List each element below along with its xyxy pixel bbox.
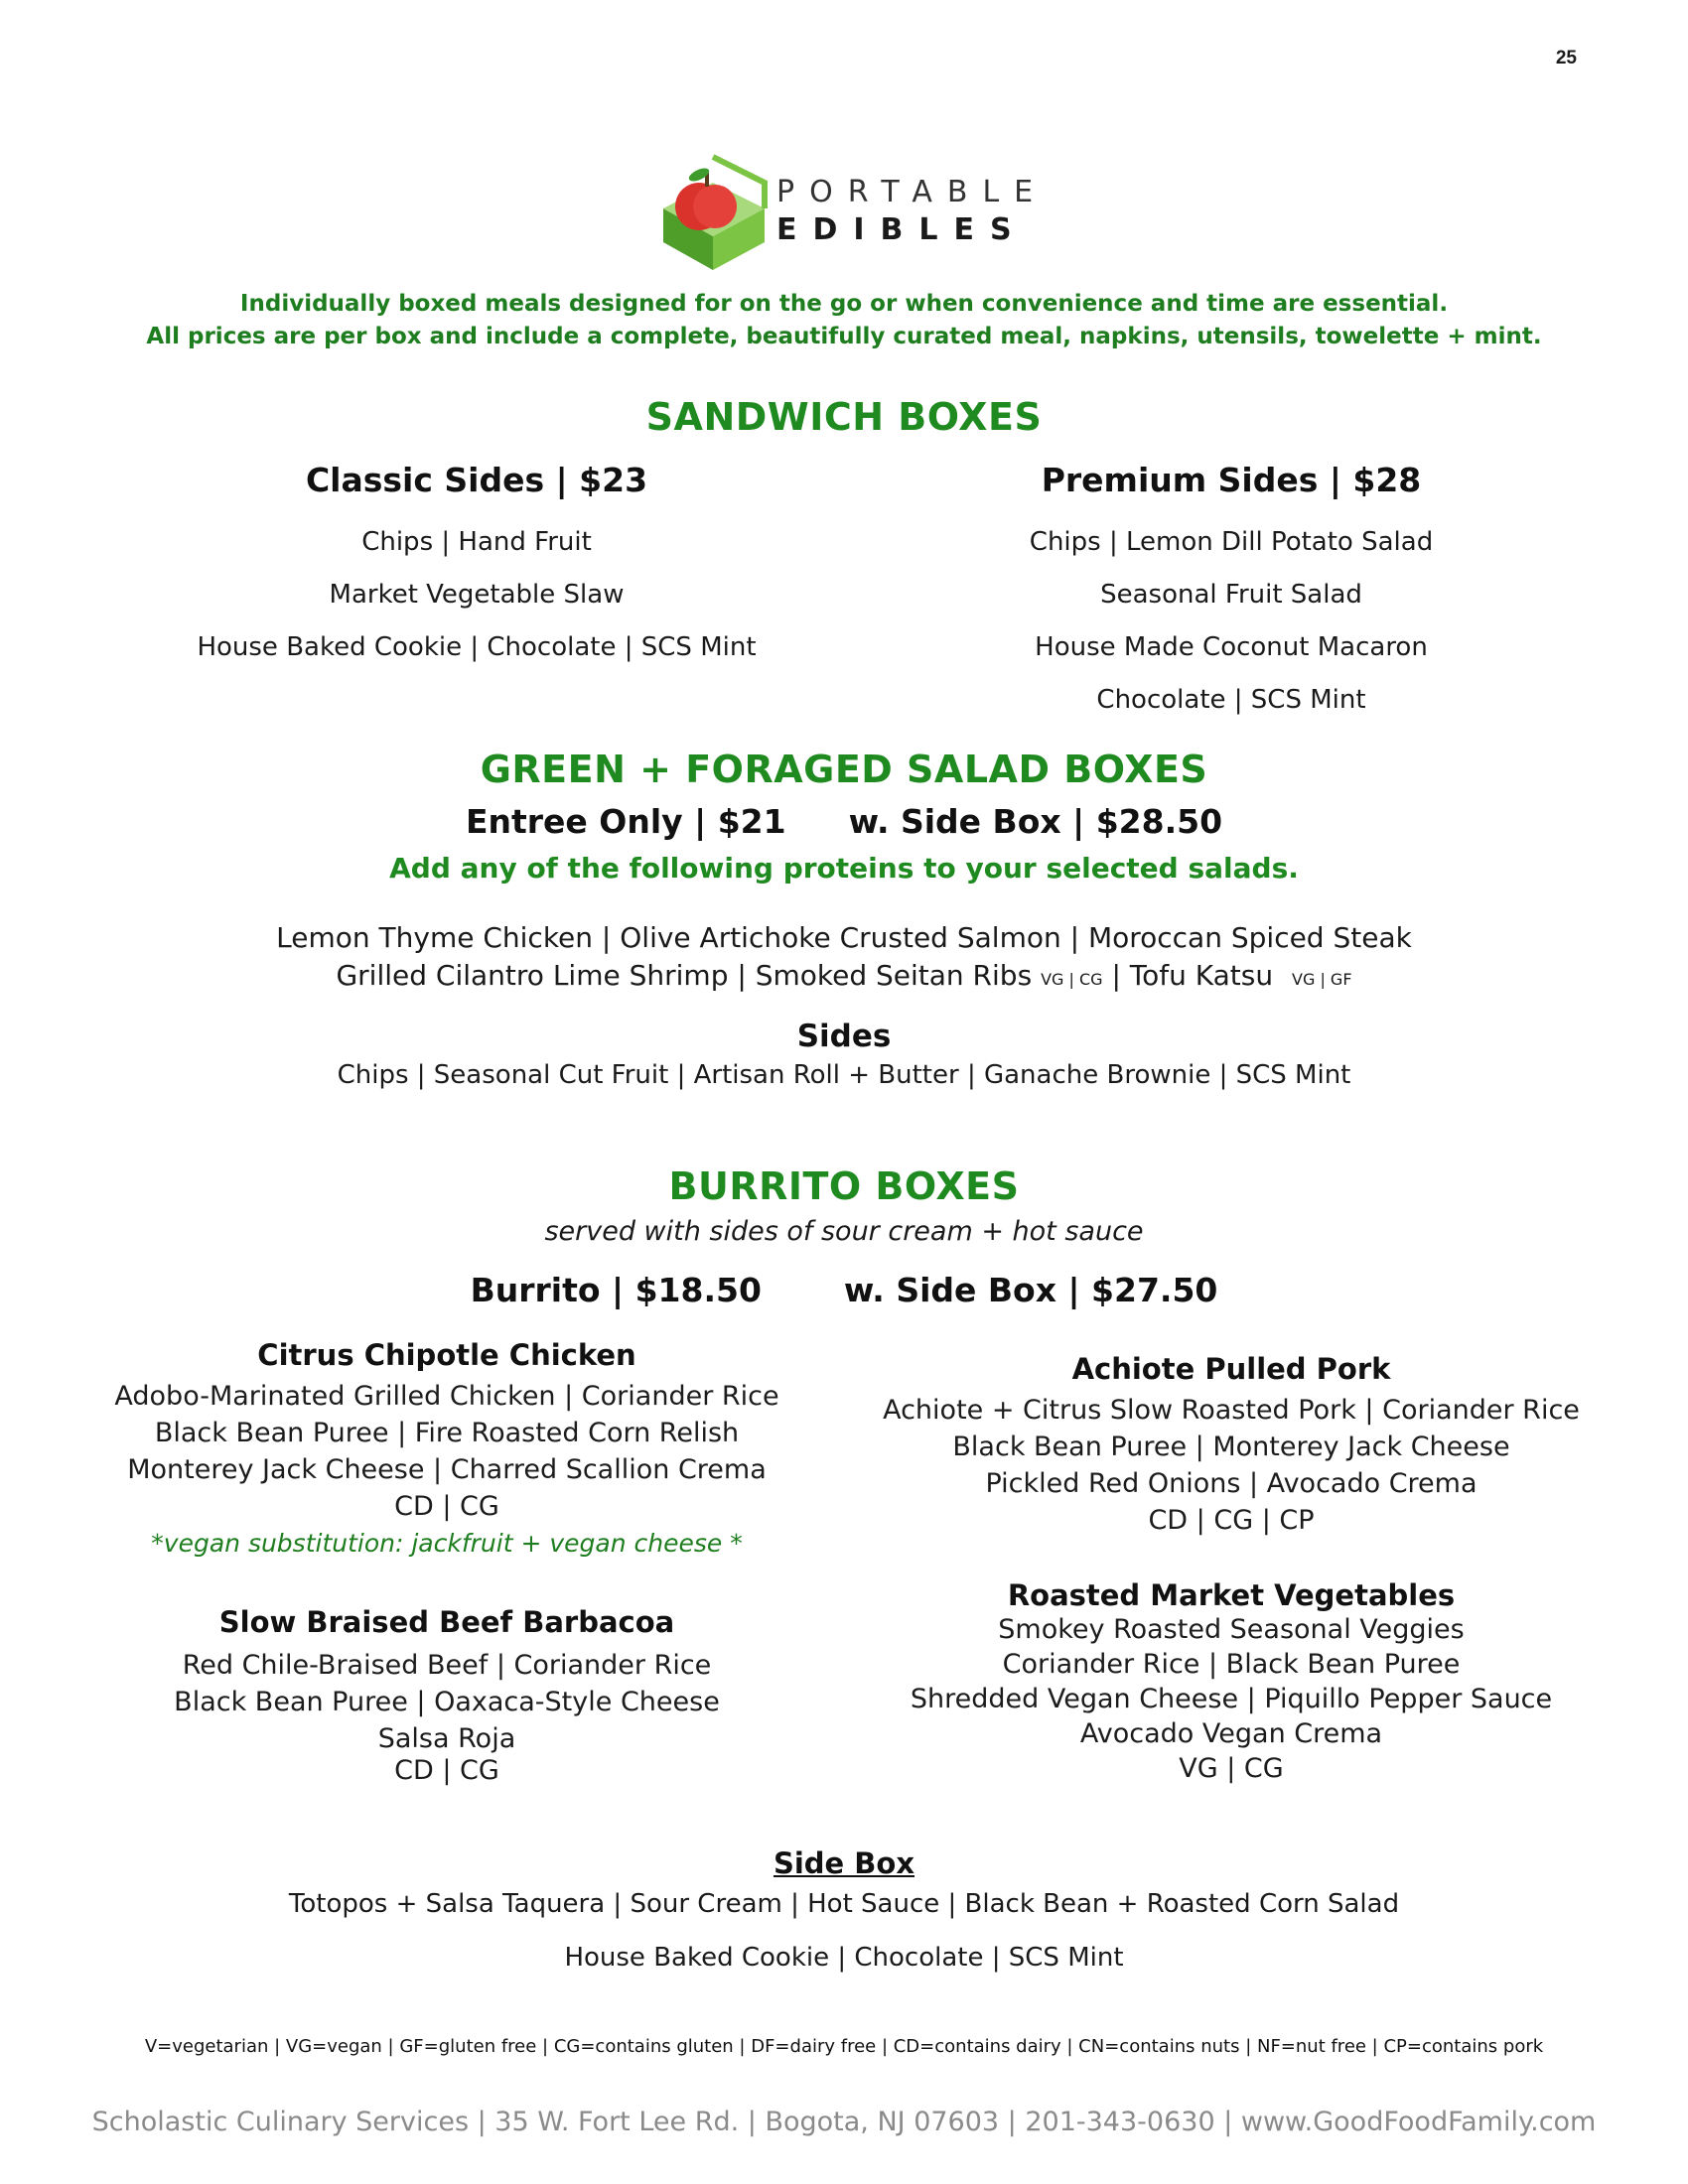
salad-side-price: w. Side Box | $28.50 (848, 802, 1223, 841)
vegan-note: *vegan substitution: jackfruit + vegan cheese * (151, 1529, 743, 1558)
dish-tags: CD | CG (394, 1755, 499, 1786)
intro-line2: All prices are per box and include a complete, beautifully curated meal, napkins, utensils, towelette + mint. (146, 324, 1542, 349)
side-box-line2: House Baked Cookie | Chocolate | SCS Mint (564, 1943, 1124, 1973)
dish-line: VG | CG (1179, 1753, 1284, 1784)
dish-title: Slow Braised Beef Barbacoa (218, 1605, 675, 1639)
classic-item: Market Vegetable Slaw (329, 580, 625, 610)
salad-entree-price: Entree Only | $21 (465, 802, 786, 841)
dish-line: Adobo-Marinated Grilled Chicken | Coriander Rice (114, 1381, 779, 1412)
citrus-chicken-block (89, 1338, 804, 1558)
brand-line1: PORTABLE (776, 175, 1049, 209)
dish-line: Achiote + Citrus Slow Roasted Pork | Coriander Rice (883, 1395, 1580, 1426)
salad-title: GREEN + FORAGED SALAD BOXES (480, 748, 1208, 791)
salad-sides-items: Chips | Seasonal Cut Fruit | Artisan Roll + Butter | Ganache Brownie | SCS Mint (337, 1060, 1351, 1090)
dish-line: CD | CG (394, 1491, 499, 1522)
premium-item: Chocolate | SCS Mint (1096, 685, 1366, 715)
intro-line1: Individually boxed meals designed for on the go or when convenience and time are essential. (239, 291, 1449, 317)
dish-line: Coriander Rice | Black Bean Puree (1002, 1649, 1461, 1680)
dish-line: Smokey Roasted Seasonal Veggies (998, 1614, 1465, 1645)
dish-line: Pickled Red Onions | Avocado Crema (985, 1468, 1477, 1499)
side-box-heading: Side Box (773, 1846, 915, 1880)
burrito-title: BURRITO BOXES (668, 1164, 1020, 1208)
salad-prices (0, 802, 1688, 841)
burrito-prices (0, 1271, 1688, 1309)
dietary-legend: V=vegetarian | VG=vegan | GF=gluten free | CG=contains gluten | DF=dairy free | CD=contains dairy | CN=contains nuts | NF=nut free | CP=contains pork (144, 2036, 1544, 2057)
premium-heading: Premium Sides | $28 (1041, 461, 1422, 499)
sandwich-title: SANDWICH BOXES (645, 395, 1043, 439)
salad-proteins-line2 (0, 959, 1688, 992)
dish-line: Black Bean Puree | Oaxaca-Style Cheese (174, 1687, 720, 1717)
classic-item: Chips | Hand Fruit (361, 527, 592, 557)
protein-tag: VG | CG (1041, 970, 1103, 989)
dish-title: Roasted Market Vegetables (1007, 1578, 1456, 1612)
salad-note: Add any of the following proteins to your selected salads. (389, 852, 1299, 885)
apple-box-icon (655, 149, 773, 273)
classic-item: House Baked Cookie | Chocolate | SCS Mint (197, 632, 757, 662)
pork-block (874, 1352, 1589, 1539)
premium-sides-column (933, 461, 1529, 715)
dish-line: Black Bean Puree | Fire Roasted Corn Relish (154, 1418, 740, 1448)
portable-edibles-logo (655, 149, 1049, 273)
dish-line: Shredded Vegan Cheese | Piquillo Pepper Sauce (910, 1684, 1553, 1714)
salad-sides-heading: Sides (796, 1019, 892, 1054)
burrito-price: Burrito | $18.50 (470, 1271, 762, 1309)
burrito-side-price: w. Side Box | $27.50 (843, 1271, 1218, 1309)
footer-contact: Scholastic Culinary Services | 35 W. Fort Lee Rd. | Bogota, NJ 07603 | 201-343-0630 | www.GoodFoodFamily.com (91, 2107, 1597, 2137)
premium-item: Seasonal Fruit Salad (1100, 580, 1362, 610)
protein-text: Grilled Cilantro Lime Shrimp | Smoked Seitan Ribs (336, 959, 1033, 992)
dish-line: Black Bean Puree | Monterey Jack Cheese (952, 1432, 1510, 1462)
dish-title: Citrus Chipotle Chicken (257, 1338, 636, 1372)
classic-sides-column (179, 461, 774, 662)
premium-item: Chips | Lemon Dill Potato Salad (1029, 527, 1434, 557)
premium-item: House Made Coconut Macaron (1035, 632, 1428, 662)
protein-tag: VG | GF (1292, 970, 1352, 989)
veg-block (874, 1578, 1589, 1786)
dish-title: Achiote Pulled Pork (1071, 1352, 1391, 1386)
barbacoa-block (89, 1605, 804, 1785)
salad-proteins-line1: Lemon Thyme Chicken | Olive Artichoke Crusted Salmon | Moroccan Spiced Steak (276, 921, 1412, 954)
dish-line: Monterey Jack Cheese | Charred Scallion Crema (127, 1454, 767, 1485)
side-box-line1: Totopos + Salsa Taquera | Sour Cream | Hot Sauce | Black Bean + Roasted Corn Salad (288, 1889, 1400, 1919)
dish-line: CD | CG | CP (1148, 1505, 1315, 1536)
dish-line: Salsa Roja (377, 1723, 516, 1754)
page-number: 25 (1555, 48, 1577, 68)
brand-line2: EDIBLES (776, 212, 1028, 247)
burrito-subtitle: served with sides of sour cream + hot sauce (544, 1216, 1144, 1247)
dish-line: Red Chile-Braised Beef | Coriander Rice (182, 1650, 712, 1681)
protein-text: | Tofu Katsu (1111, 959, 1274, 992)
dish-line: Avocado Vegan Crema (1079, 1718, 1383, 1749)
classic-heading: Classic Sides | $23 (305, 461, 648, 499)
